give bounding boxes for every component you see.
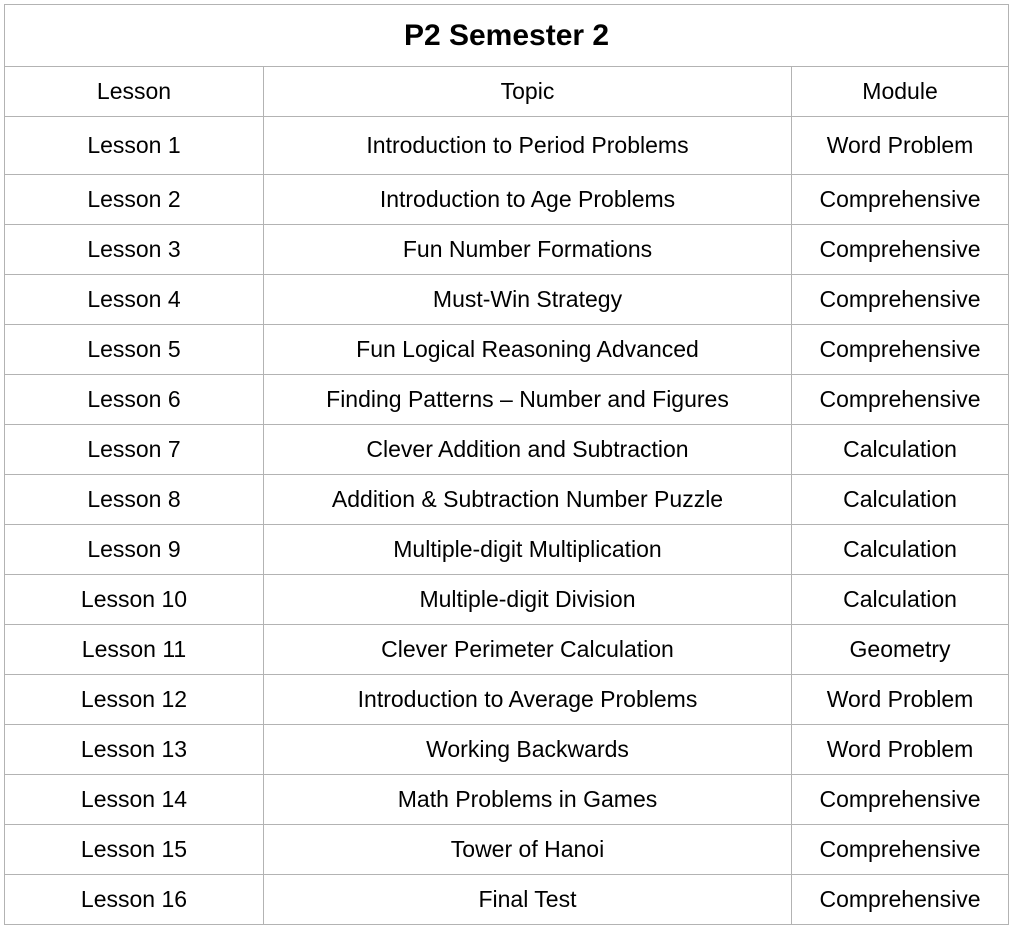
column-header-module: Module: [792, 67, 1009, 117]
cell-lesson: Lesson 9: [5, 525, 264, 575]
cell-module: Calculation: [792, 525, 1009, 575]
table-body: [5, 117, 1009, 925]
cell-topic: Multiple-digit Division: [264, 575, 792, 625]
table-row: [5, 175, 1009, 225]
cell-topic: Addition & Subtraction Number Puzzle: [264, 475, 792, 525]
cell-module: Word Problem: [792, 675, 1009, 725]
cell-lesson: Lesson 5: [5, 325, 264, 375]
cell-module: Calculation: [792, 475, 1009, 525]
cell-topic: Math Problems in Games: [264, 775, 792, 825]
cell-module: Calculation: [792, 425, 1009, 475]
cell-lesson: Lesson 10: [5, 575, 264, 625]
cell-topic: Introduction to Period Problems: [264, 117, 792, 175]
column-header-lesson: Lesson: [5, 67, 264, 117]
cell-lesson: Lesson 15: [5, 825, 264, 875]
column-header-topic: Topic: [264, 67, 792, 117]
cell-lesson: Lesson 6: [5, 375, 264, 425]
table-row: [5, 425, 1009, 475]
table-row: [5, 775, 1009, 825]
table-row: [5, 225, 1009, 275]
cell-module: Comprehensive: [792, 325, 1009, 375]
cell-module: Comprehensive: [792, 225, 1009, 275]
table-row: [5, 525, 1009, 575]
cell-topic: Fun Number Formations: [264, 225, 792, 275]
cell-module: Calculation: [792, 575, 1009, 625]
cell-topic: Finding Patterns – Number and Figures: [264, 375, 792, 425]
cell-topic: Introduction to Age Problems: [264, 175, 792, 225]
cell-topic: Clever Addition and Subtraction: [264, 425, 792, 475]
table-row: [5, 117, 1009, 175]
cell-module: Comprehensive: [792, 825, 1009, 875]
cell-lesson: Lesson 11: [5, 625, 264, 675]
cell-lesson: Lesson 3: [5, 225, 264, 275]
cell-module: Comprehensive: [792, 775, 1009, 825]
cell-module: Comprehensive: [792, 375, 1009, 425]
cell-lesson: Lesson 12: [5, 675, 264, 725]
cell-topic: Final Test: [264, 875, 792, 925]
table-row: [5, 275, 1009, 325]
cell-lesson: Lesson 13: [5, 725, 264, 775]
cell-lesson: Lesson 14: [5, 775, 264, 825]
cell-module: Geometry: [792, 625, 1009, 675]
table-row: [5, 625, 1009, 675]
cell-module: Comprehensive: [792, 875, 1009, 925]
cell-topic: Tower of Hanoi: [264, 825, 792, 875]
schedule-table: [4, 4, 1009, 925]
cell-lesson: Lesson 2: [5, 175, 264, 225]
cell-lesson: Lesson 1: [5, 117, 264, 175]
table-row: [5, 875, 1009, 925]
cell-topic: Must-Win Strategy: [264, 275, 792, 325]
table-row: [5, 825, 1009, 875]
cell-topic: Multiple-digit Multiplication: [264, 525, 792, 575]
table-row: [5, 325, 1009, 375]
title-row: [5, 5, 1009, 67]
table-title: P2 Semester 2: [5, 5, 1009, 67]
cell-lesson: Lesson 7: [5, 425, 264, 475]
cell-topic: Fun Logical Reasoning Advanced: [264, 325, 792, 375]
cell-module: Comprehensive: [792, 275, 1009, 325]
table-row: [5, 575, 1009, 625]
cell-lesson: Lesson 16: [5, 875, 264, 925]
cell-module: Word Problem: [792, 117, 1009, 175]
header-row: [5, 67, 1009, 117]
cell-lesson: Lesson 8: [5, 475, 264, 525]
cell-module: Word Problem: [792, 725, 1009, 775]
cell-topic: Working Backwards: [264, 725, 792, 775]
table-row: [5, 475, 1009, 525]
cell-topic: Introduction to Average Problems: [264, 675, 792, 725]
table-row: [5, 375, 1009, 425]
table-row: [5, 725, 1009, 775]
cell-module: Comprehensive: [792, 175, 1009, 225]
cell-topic: Clever Perimeter Calculation: [264, 625, 792, 675]
cell-lesson: Lesson 4: [5, 275, 264, 325]
table-row: [5, 675, 1009, 725]
